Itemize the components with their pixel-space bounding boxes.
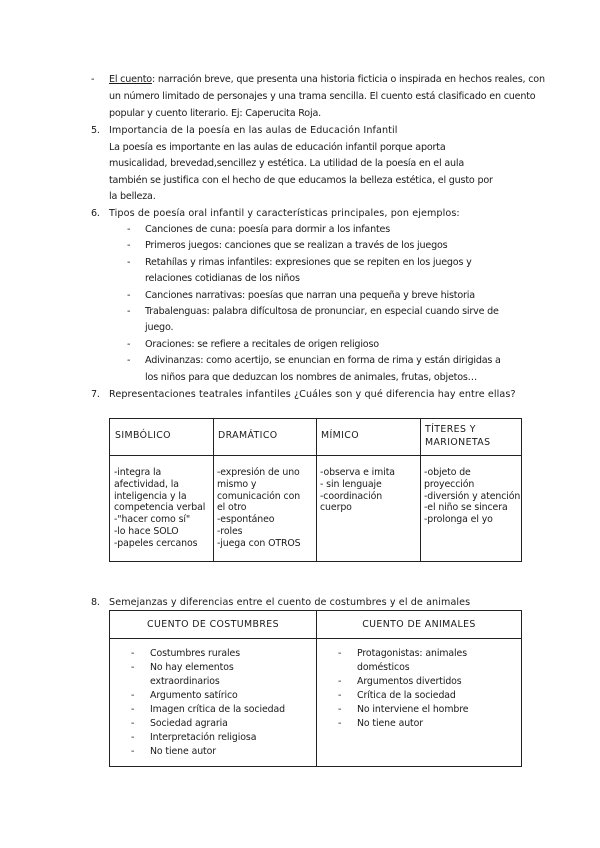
poem-type-oraciones: Oraciones: se refiere a recitales de origen religioso bbox=[145, 339, 379, 350]
animales-item-cont: domésticos bbox=[357, 662, 410, 673]
bullet-dash: - bbox=[127, 306, 131, 317]
header-cuento-costumbres: CUENTO DE COSTUMBRES bbox=[147, 619, 279, 630]
header-mimico: MÍMICO bbox=[321, 430, 360, 441]
poem-type-trabalenguas: Trabalenguas: palabra difícultosa de pronunciar, en especial cuando sirve de bbox=[145, 306, 499, 317]
cell-line: -roles bbox=[217, 525, 243, 537]
cell-line: -"hacer como sí" bbox=[114, 514, 191, 526]
cuento-line-3: popular y cuento literario. Ej: Caperucita Roja. bbox=[109, 108, 321, 119]
cell-line: -el niño se sincera bbox=[424, 502, 508, 514]
bullet-dash: - bbox=[338, 704, 342, 715]
bullet-dash: - bbox=[131, 704, 135, 715]
cell-line: -espontáneo bbox=[217, 514, 275, 526]
costumbres-item: Costumbres rurales bbox=[150, 648, 240, 659]
costumbres-item: Interpretación religiosa bbox=[150, 732, 257, 743]
header-simbolico: SIMBÓLICO bbox=[115, 430, 171, 441]
bullet-dash: - bbox=[131, 732, 135, 743]
costumbres-item: Sociedad agraria bbox=[150, 718, 228, 729]
poem-type-trabalenguas-cont: juego. bbox=[145, 322, 174, 333]
item5-line-3: también se justifica con el hecho de que educamos la belleza estética, el gusto por bbox=[109, 175, 493, 186]
cuento-def: : narración breve, que presenta una historia ficticia o inspirada en hechos reales, con bbox=[151, 74, 545, 85]
bullet-dash: - bbox=[131, 662, 135, 673]
simbolico-cell bbox=[114, 467, 205, 550]
bullet-dash: - bbox=[338, 690, 342, 701]
cuento-line-1 bbox=[109, 74, 545, 86]
bullet-dash: - bbox=[338, 676, 342, 687]
item5-line-2: musicalidad, brevedad,sencillez y estética. La utilidad de la poesía en el aula bbox=[109, 158, 465, 169]
header-titeres: TÍTERES Y bbox=[425, 424, 476, 435]
cuento-term: El cuento bbox=[109, 74, 152, 85]
cell-line: -lo hace SOLO bbox=[114, 525, 179, 537]
cell-line: -expresión de uno bbox=[217, 467, 300, 478]
cell-line: cuerpo bbox=[320, 502, 352, 514]
animales-item: No interviene el hombre bbox=[357, 704, 469, 715]
cell-line: -prolonga el yo bbox=[424, 514, 493, 526]
header-marionetas: MARIONETAS bbox=[425, 437, 491, 448]
header-cuento-animales: CUENTO DE ANIMALES bbox=[362, 619, 476, 630]
item5-line-1: La poesía es importante en las aulas de educación infantil porque aporta bbox=[109, 142, 446, 153]
poem-type-cuna: Canciones de cuna: poesía para dormir a los infantes bbox=[145, 224, 391, 235]
animales-item: No tiene autor bbox=[357, 718, 424, 729]
poem-type-primeros-juegos: Primeros juegos: canciones que se realizan a través de los juegos bbox=[145, 240, 448, 251]
titeres-cell bbox=[424, 467, 520, 526]
cuento-line-2: un número limitado de personajes y una trama sencilla. El cuento está clasificado en cuento bbox=[109, 91, 536, 102]
cell-line: -diversión y atención bbox=[424, 490, 521, 502]
poem-type-adivinanzas: Adivinanzas: como acertijo, se enuncian en forma de rima y están dirigidas a bbox=[145, 355, 501, 366]
bullet-dash: - bbox=[131, 690, 135, 701]
bullet-dash: - bbox=[338, 648, 342, 659]
bullet-dash: - bbox=[127, 355, 131, 366]
bullet-dash: - bbox=[127, 224, 131, 235]
costumbres-item: No hay elementos bbox=[150, 662, 234, 673]
cell-line: competencia verbal bbox=[114, 502, 206, 514]
header-dramatico: DRAMÁTICO bbox=[218, 430, 278, 441]
bullet-dash: - bbox=[127, 240, 131, 251]
bullet-dash: - bbox=[131, 746, 135, 757]
cell-line: comunicación con bbox=[217, 490, 301, 502]
animales-item: Crítica de la sociedad bbox=[357, 690, 456, 701]
mimico-cell bbox=[320, 467, 395, 514]
item5-line-4: la belleza. bbox=[109, 191, 156, 202]
animales-item: Argumentos divertidos bbox=[357, 676, 462, 687]
costumbres-item: Argumento satírico bbox=[150, 690, 238, 701]
theatre-table bbox=[109, 418, 522, 562]
bullet-dash: - bbox=[127, 290, 131, 301]
bullet-dash: - bbox=[131, 718, 135, 729]
bullet-dash: - bbox=[338, 718, 342, 729]
item7-number: 7. bbox=[91, 389, 100, 400]
item7-heading: Representaciones teatrales infantiles ¿Cuáles son y qué diferencia hay entre ellas? bbox=[109, 389, 516, 400]
costumbres-item: Imagen crítica de la sociedad bbox=[150, 704, 285, 715]
item5-number: 5. bbox=[91, 125, 100, 136]
cell-line: -coordinación bbox=[320, 490, 383, 502]
cell-line: -objeto de bbox=[424, 467, 471, 478]
poem-type-adivinanzas-cont: los niños para que deduzcan los nombres de animales, frutas, objetos… bbox=[145, 372, 478, 383]
cell-line: afectividad, la bbox=[114, 478, 179, 490]
bullet-dash: - bbox=[131, 648, 135, 659]
bullet-dash: - bbox=[127, 257, 131, 268]
poem-type-retahilas: Retahílas y rimas infantiles: expresiones que se repiten en los juegos y bbox=[145, 257, 472, 268]
item6-number: 6. bbox=[91, 208, 100, 219]
cell-line: -observa e imita bbox=[320, 467, 395, 478]
item8-number: 8. bbox=[91, 597, 100, 608]
cell-line: - sin lenguaje bbox=[320, 478, 382, 490]
cell-line: proyección bbox=[424, 478, 475, 490]
cell-line: -juega con OTROS bbox=[217, 537, 301, 549]
bullet-dash: - bbox=[91, 74, 95, 85]
item5-heading: Importancia de la poesía en las aulas de Educación Infantil bbox=[109, 125, 398, 136]
cell-line: -papeles cercanos bbox=[114, 537, 198, 549]
cell-line: mismo y bbox=[217, 478, 257, 490]
animales-item: Protagonistas: animales bbox=[357, 648, 467, 659]
bullet-dash: - bbox=[127, 339, 131, 350]
cell-line: inteligencia y la bbox=[114, 490, 187, 502]
costumbres-item-cont: extraordinarios bbox=[150, 676, 220, 687]
poem-type-retahilas-cont: relaciones cotidianas de los niños bbox=[145, 273, 300, 284]
poem-type-narrativas: Canciones narrativas: poesías que narran una pequeña y breve historia bbox=[145, 290, 475, 301]
dramatico-cell bbox=[217, 467, 301, 550]
item6-heading: Tipos de poesía oral infantil y características principales, pon ejemplos: bbox=[109, 208, 460, 219]
tales-table bbox=[109, 610, 522, 767]
cell-line: el otro bbox=[217, 502, 247, 514]
item8-heading: Semejanzas y diferencias entre el cuento de costumbres y el de animales bbox=[109, 597, 471, 608]
costumbres-item: No tiene autor bbox=[150, 746, 217, 757]
cell-line: -integra la bbox=[114, 467, 162, 478]
